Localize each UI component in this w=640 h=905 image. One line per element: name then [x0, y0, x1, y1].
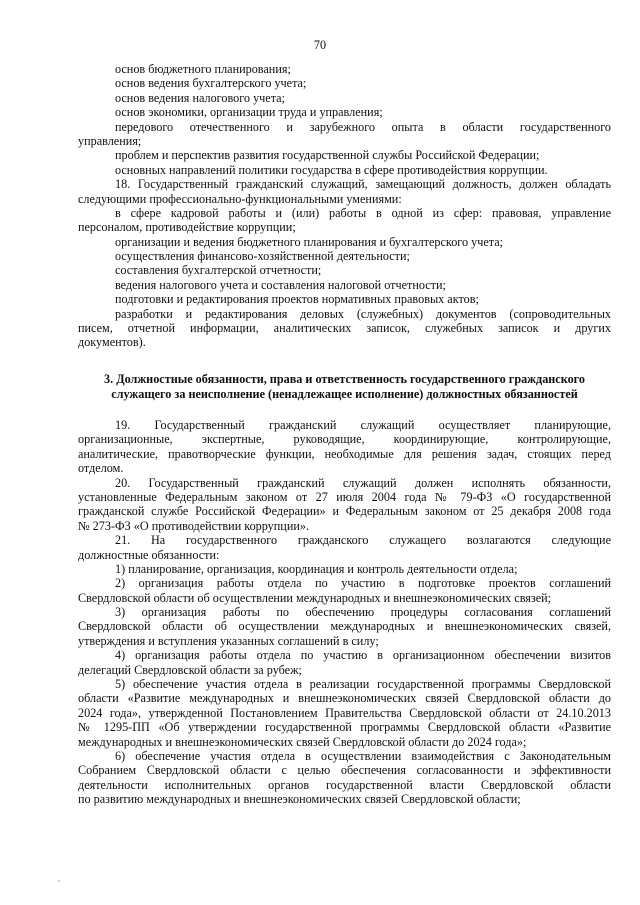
text-line: документов). [78, 335, 146, 350]
duties-list [78, 418, 611, 807]
text-line: области «Развитие международных и внешнеэкономических связей Свердловской области до [78, 691, 611, 706]
skills-list [78, 62, 611, 350]
text-line: Свердловской области об осуществлении международных и внешнеэкономических связей; [78, 590, 552, 605]
text-line: разработки и редактирования деловых (служебных) документов (сопроводительных [115, 306, 611, 321]
text-line: в сфере кадровой работы и (или) работы в одной из сфер: правовая, управление [115, 205, 611, 220]
text-line: по развитию международных и внешнеэкономических связей Свердловской области; [78, 792, 521, 807]
text-line: № 1295-ПП «Об утверждении государственной программы Свердловской области «Развитие [78, 720, 611, 735]
heading-line: служащего за неисполнение (ненадлежащее исполнение) должностных обязанностей [111, 387, 578, 401]
text-line: № 273-ФЗ «О противодействии коррупции». [78, 518, 310, 533]
text-line: 6) обеспечение участия отдела в осуществлении взаимодействия с Законодательным [115, 748, 611, 763]
text-line: Собранием Свердловской области с целью обеспечения согласованности и эффективности [78, 763, 611, 778]
text-line: составления бухгалтерской отчетности; [115, 263, 322, 278]
text-line: 18. Государственный гражданский служащий, замещающий должность, должен обладать [115, 177, 611, 192]
text-line: персоналом, противодействие коррупции; [78, 220, 296, 235]
heading-line: 3. Должностные обязанности, права и ответственность государственного гражданского [104, 372, 585, 386]
page-number: 70 [313, 38, 327, 52]
text-line: управления; [78, 133, 142, 148]
text-line: основ бюджетного планирования; [115, 62, 291, 76]
text-line: 2) организация работы отдела по участию в подготовке проектов соглашений [115, 576, 611, 591]
text-line: делегаций Свердловской области за рубеж; [78, 662, 302, 677]
text-line: организационные, экспертные, руководящие, координирующие, контролирующие, [78, 432, 611, 447]
text-line: 5) обеспечение участия отдела в реализации государственной программы Свердловской [115, 677, 611, 692]
text-line: следующими профессионально-функциональными умениями: [78, 191, 402, 206]
text-line: 3) организация работы по обеспечению процедуры согласования соглашений [115, 605, 611, 620]
text-line: основных направлений политики государства в сфере противодействия коррупции. [115, 162, 548, 177]
text-line: подготовки и редактирования проектов нормативных правовых актов; [115, 292, 479, 307]
text-line: Свердловской области об осуществлении международных и внешнеэкономических связей, [78, 619, 611, 634]
text-line: ведения налогового учета и составления налоговой отчетности; [115, 277, 446, 292]
text-line: 4) организация работы отдела по участию в организационном обеспечении визитов [115, 648, 611, 663]
text-line: 2024 года», утвержденной Постановлением Правительства Свердловской области от 24.10.2013 [78, 705, 611, 720]
text-line: международных и внешнеэкономических связей Свердловской области до 2024 года»; [78, 734, 527, 749]
text-line: 19. Государственный гражданский служащий осуществляет планирующие, [115, 418, 611, 432]
text-line: гражданской службе Российской Федерации» и Федеральным законом от 25 декабря 2008 года [78, 504, 611, 519]
text-line: отделом. [78, 461, 124, 476]
text-line: 1) планирование, организация, координация и контроль деятельности отдела; [115, 561, 518, 576]
text-line: 20. Государственный гражданский служащий должен исполнять обязанности, [115, 475, 611, 490]
text-line: 21. На государственного гражданского служащего возлагаются следующие [115, 533, 611, 548]
text-line: писем, отчетной информации, аналитических записок, служебных записок и других [78, 321, 611, 336]
scan-speck [58, 880, 60, 882]
text-line: основ экономики, организации труда и управления; [115, 105, 383, 120]
text-line: организации и ведения бюджетного планирования и бухгалтерского учета; [115, 234, 504, 249]
text-line: установленные Федеральным законом от 27 июля 2004 года № 79-ФЗ «О государственной [78, 489, 611, 504]
text-line: утверждения и вступления указанных соглашений в силу; [78, 633, 379, 648]
text-line: передового отечественного и зарубежного опыта в области государственного [115, 119, 611, 134]
text-line: должностные обязанности: [78, 547, 220, 562]
text-line: осуществления финансово-хозяйственной деятельности; [115, 249, 410, 264]
text-line: проблем и перспектив развития государственной службы Российской Федерации; [115, 148, 540, 163]
text-line: деятельности исполнительных органов государственной власти Свердловской области [78, 777, 611, 792]
text-line: аналитические, правотворческие функции, необходимые для решения задач, стоящих перед [78, 446, 611, 461]
text-line: основ ведения налогового учета; [115, 90, 285, 105]
section-heading [78, 372, 611, 402]
text-line: основ ведения бухгалтерского учета; [115, 76, 307, 91]
